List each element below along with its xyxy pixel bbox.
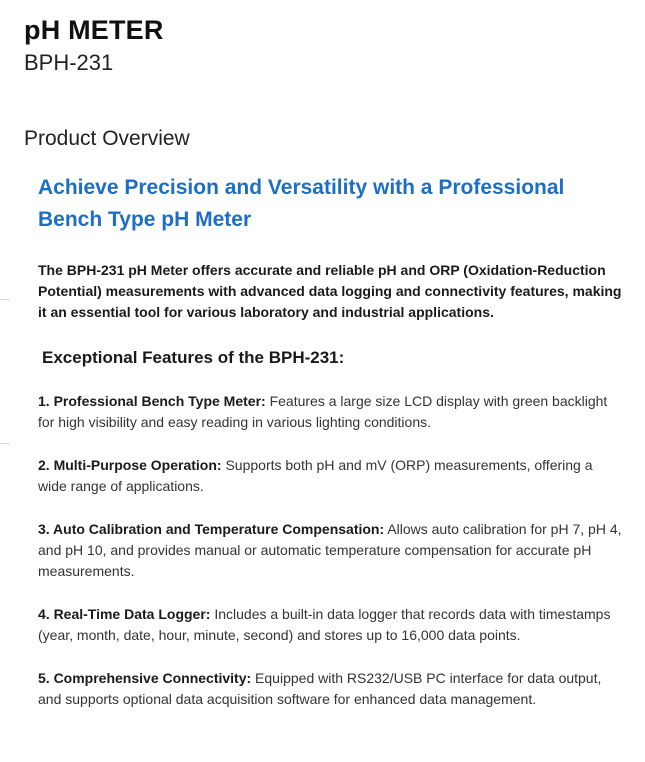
feature-item [38,519,623,582]
feature-title: 3. Auto Calibration and Temperature Compensation: [38,521,385,537]
feature-title: 5. Comprehensive Connectivity: [38,670,252,686]
product-model: BPH-231 [24,50,114,75]
feature-title: 1. Professional Bench Type Meter: [38,393,266,409]
feature-item [38,391,623,433]
feature-text: Equipped with RS232/USB PC interface for data output, and supports optional data acquisition software for enhanced data management. [38,670,602,707]
overview-content [38,172,623,732]
features-heading: Exceptional Features of the BPH-231: [42,348,345,367]
edge-divider [0,443,10,444]
product-title: pH METER [24,15,164,45]
feature-text: Features a large size LCD display with green backlight for high visibility and easy reading in various lighting conditions. [38,393,608,430]
feature-text: Includes a built-in data logger that records data with timestamps (year, month, date, hour, minute, second) and stores up to 16,000 data points. [38,606,611,643]
hero-heading: Achieve Precision and Versatility with a Professional Bench Type pH Meter [38,176,565,231]
overview-heading: Product Overview [24,127,190,150]
feature-title: 2. Multi-Purpose Operation: [38,457,222,473]
feature-text: Allows auto calibration for pH 7, pH 4, and pH 10, and provides manual or automatic temperature compensation for accurate pH measurements. [38,521,622,579]
feature-title: 4. Real-Time Data Logger: [38,606,211,622]
intro-paragraph: The BPH-231 pH Meter offers accurate and reliable pH and ORP (Oxidation-Reduction Potential) measurements with advanced data logging and connectivity features, making it an essential tool for various laboratory and industrial applications. [38,262,622,320]
features-list [38,391,623,710]
feature-item [38,604,623,646]
feature-item [38,668,623,710]
edge-divider [0,299,10,300]
feature-text: Supports both pH and mV (ORP) measurements, offering a wide range of applications. [38,457,593,494]
feature-item [38,455,623,497]
